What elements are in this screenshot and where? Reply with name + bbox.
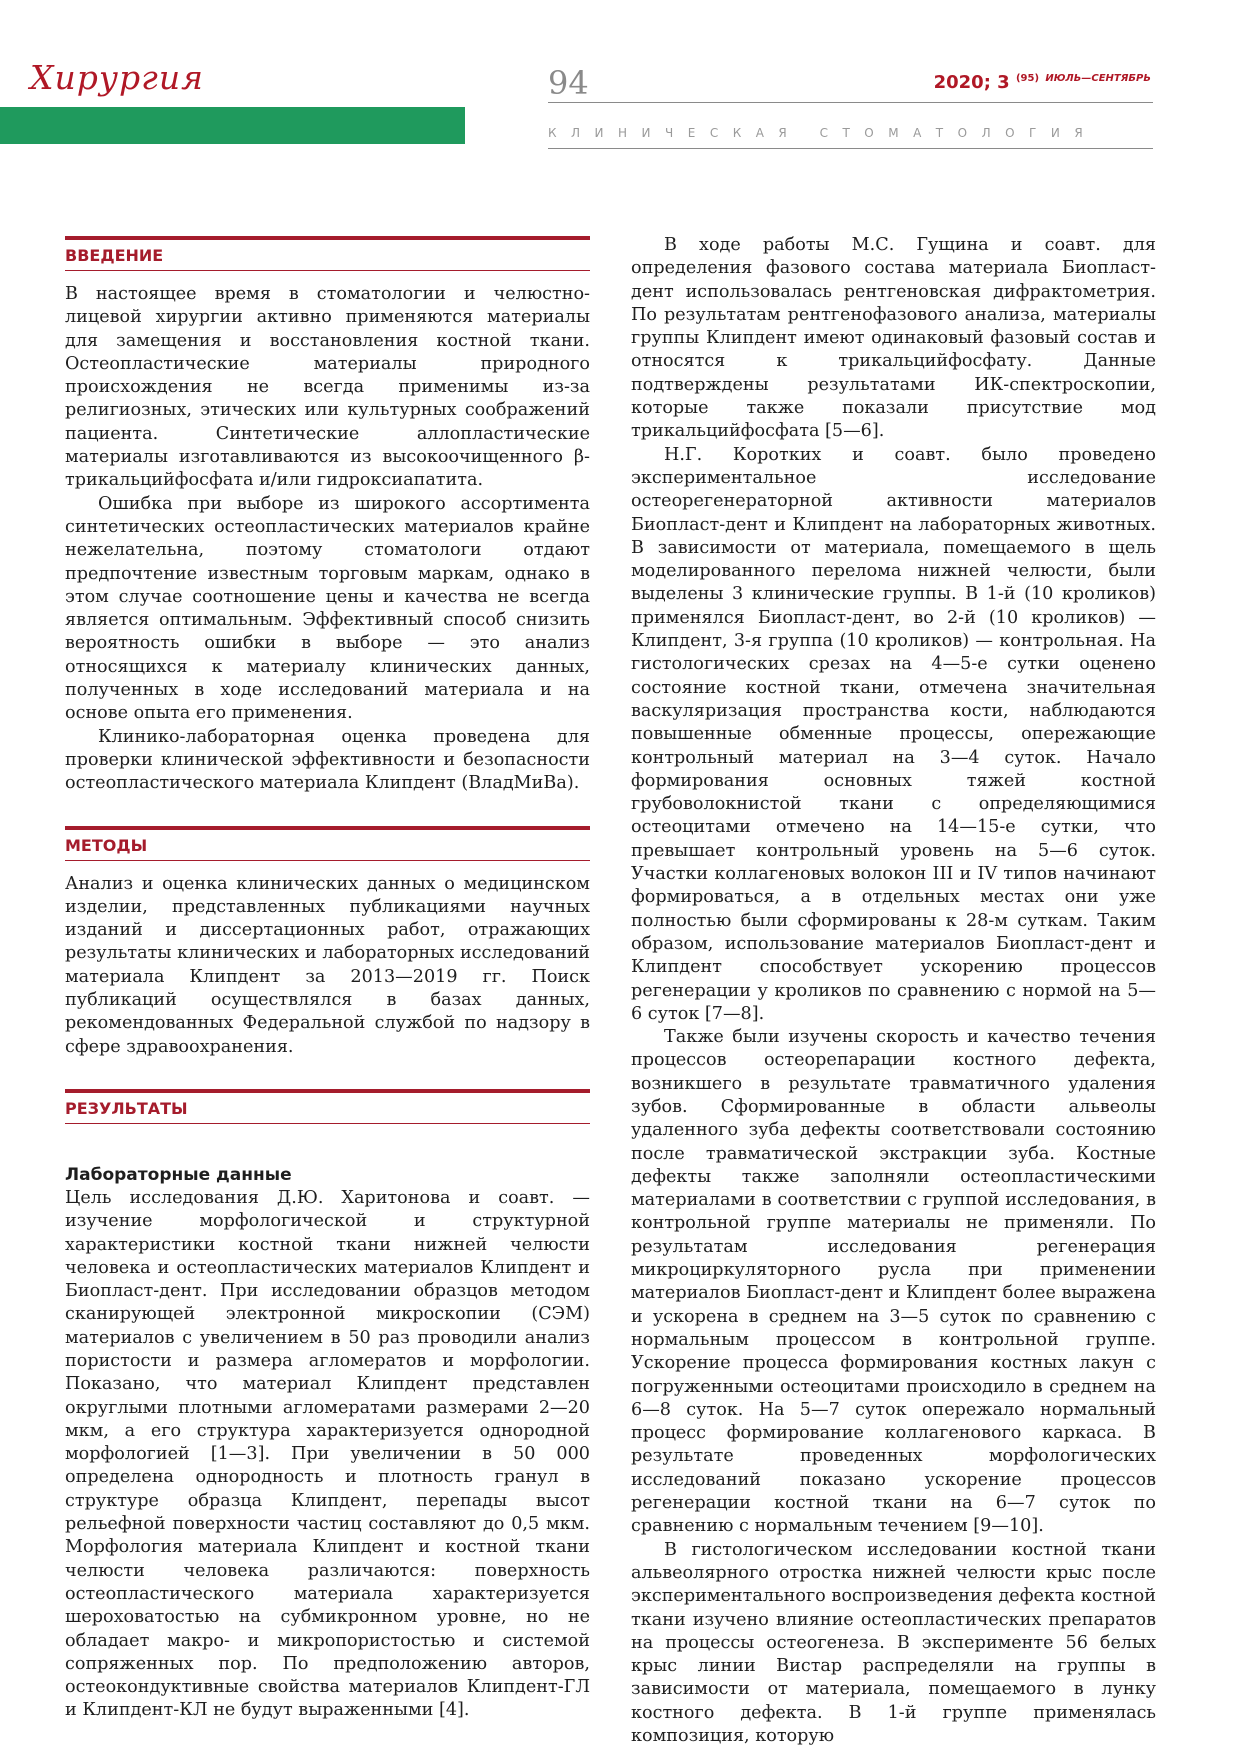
results-paragraph-1: Цель исследования Д.Ю. Харитонова и соавт. — изучение морфологической и структурной характеристики костной ткани нижней челюсти человека и остеопластических материалов Клипдент и Биопласт-дент. При исследовании образцов методом сканирующей электронной микроскопии (СЭМ) материалов с увеличением в 50 раз проводили анализ пористости и размера агломератов и морфологии. Показано, что материал Клипдент представлен округлыми плотными агломератами размерами 2—20 мкм, а его структура характеризуется однородной морфологией [1—3]. При увеличении в 50 000 определена однородность и плотность гранул в структуре образца Клипдент, перепады высот рельефной поверхности частиц составляют до 0,5 мкм. Морфология материала Клипдент и костной ткани челюсти человека различаются: поверхность остеопластического материала характеризуется шероховатостью на субмикронном уровне, но не обладает макро- и микропористостью и системой сопряженных пор. По предположению авторов, остеокондуктивные свойства материалов Клипдент-ГЛ и Клипдент-КЛ не будут выраженными [4].: [65, 1187, 590, 1721]
heading-rule-thin: [65, 1123, 590, 1124]
issue-number: 3: [997, 72, 1010, 93]
right-paragraph-4: В гистологическом исследовании костной ткани альвеолярного отростка нижней челюсти крыс после экспериментального воспроизведения дефекта костной ткани изучено влияние остеопластических препаратов на процессы остеогенеза. В эксперименте 56 белых крыс линии Вистар распределяли на группы в зависимости от материала, помещаемого в лунку костного дефекта. В 1-й группе применялась композиция, которую: [631, 1539, 1156, 1746]
section-color-band: [0, 107, 465, 144]
issue-info: [934, 72, 1151, 93]
intro-paragraph-3: Клинико-лабораторная оценка проведена для проверки клинической эффективности и безопасности остеопластического материала Клипдент (ВладМиВа).: [65, 726, 590, 794]
right-paragraph-1: В ходе работы М.С. Гущина и соавт. для определения фазового состава материала Биопласт-дент использовалась рентгеновская дифрактометрия. По результатам рентгенофазового анализа, материалы группы Клипдент имеют одинаковый фазовый состав и относятся к трикальцийфосфату. Данные подтверждены результатами ИК-спектроскопии, которые также показали присутствие мод трикальцийфосфата [5—6].: [631, 235, 1156, 442]
methods-heading-block: [65, 826, 590, 861]
heading-rule-thin: [65, 860, 590, 861]
right-paragraph-2: Н.Г. Коротких и соавт. было проведено экспериментальное исследование остеорегенераторной активности материалов Биопласт-дент и Клипдент на лабораторных животных. В зависимости от материала, помещаемого в щель моделированного перелома нижней челюсти, были выделены 3 клинические группы. В 1-й (10 кроликов) применялся Биопласт-дент, во 2-й (10 кроликов) — Клипдент, 3-я группа (10 кроликов) — контрольная. На гистологических срезах на 4—5-е сутки оценено состояние костной ткани, отмечена значительная васкуляризация пространства кости, наблюдаются повышенные обменные процессы, опережающие контрольный материал на 3—4 суток. Начало формирования основных тяжей костной грубоволокнистой ткани с определяющимися остеоцитами отмечено на 14—15-е сутки, что превышает контрольный уровень на 5—6 суток. Участки коллагеновых волокон III и IV типов начинают формироваться, а в отдельных местах они уже полностью были сформированы к 28-м суткам. Таким образом, использование материалов Биопласт-дент и Клипдент способствует ускорению процессов регенерации у кроликов по сравнению с нормой на 5—6 суток [7—8].: [631, 444, 1156, 1024]
methods-heading: МЕТОДЫ: [65, 835, 148, 855]
intro-heading: ВВЕДЕНИЕ: [65, 246, 164, 265]
results-heading-block: [65, 1089, 590, 1124]
heading-rule-thin: [65, 270, 590, 271]
intro-heading-block: [65, 236, 590, 271]
methods-paragraph-1: Анализ и оценка клинических данных о медицинском изделии, представленных публикациями научных изданий и диссертационных работ, отражающих результаты клинических и лабораторных исследований материала Клипдент за 2013—2019 гг. Поиск публикаций осуществлялся в базах данных, рекомендованных Федеральной службой по надзору в сфере здравоохранения.: [65, 873, 590, 1057]
right-column: [631, 234, 1156, 1748]
header-rule-bottom: [548, 148, 1153, 149]
intro-paragraph-1: В настоящее время в стоматологии и челюстно-лицевой хирургии активно применяются материалы для замещения и восстановления костной ткани. Остеопластические материалы природного происхождения не всегда применимы из-за религиозных, этических или культурных соображений пациента. Синтетические аллопластические материалы изготавливаются из высокоочищенного β-трикальцийфосфата и/или гидроксиапатита.: [65, 284, 590, 491]
left-column: [65, 236, 590, 1723]
section-logo: Хирургия: [30, 58, 204, 97]
issue-total: (95): [1015, 73, 1040, 84]
intro-paragraph-2: Ошибка при выборе из широкого ассортимента синтетических остеопластических материалов крайне нежелательна, поэтому стоматологи отдают предпочтение известным торговым маркам, однако в этом случае соотношение цены и качества не всегда является оптимальным. Эффективный способ снизить вероятность ошибки в выборе — это анализ относящихся к материалу клинических данных, полученных в ходе исследований материала и на основе опыта его применения.: [65, 493, 590, 724]
right-paragraph-3: Также были изучены скорость и качество течения процессов остеорепарации костного дефекта, возникшего в результате травматичного удаления зубов. Сформированные в области альвеолы удаленного зуба дефекты соответствовали состоянию после травматической экстракции зуба. Костные дефекты также заполняли остеопластическими материалами в соответствии с группой исследования, в контрольной группе материалы не применяли. По результатам исследования регенерация микроциркуляторного русла при применении материалов Биопласт-дент и Клипдент более выражена и ускорена в среднем на 3—5 суток по сравнению с нормальным процессом в контрольной группе. Ускорение процесса формирования костных лакун с погруженными остеоцитами происходило в среднем на 6—8 суток. На 5—7 суток опережало нормальный процесс формирование коллагенового каркаса. В результате проведенных морфологических исследований показано ускорение процессов регенерации костной ткани на 6—7 суток по сравнению с нормальным течением [9—10].: [631, 1027, 1156, 1537]
lab-data-subheading: Лабораторные данные: [65, 1164, 292, 1185]
issue-months: ИЮЛЬ—СЕНТЯБРЬ: [1045, 73, 1151, 84]
journal-name: КЛИНИЧЕСКАЯ СТОМАТОЛОГИЯ: [548, 126, 1098, 140]
issue-year: 2020;: [933, 72, 991, 93]
page-number: 94: [548, 64, 589, 102]
header-rule-top: [548, 102, 1153, 103]
results-heading: РЕЗУЛЬТАТЫ: [65, 1098, 188, 1118]
